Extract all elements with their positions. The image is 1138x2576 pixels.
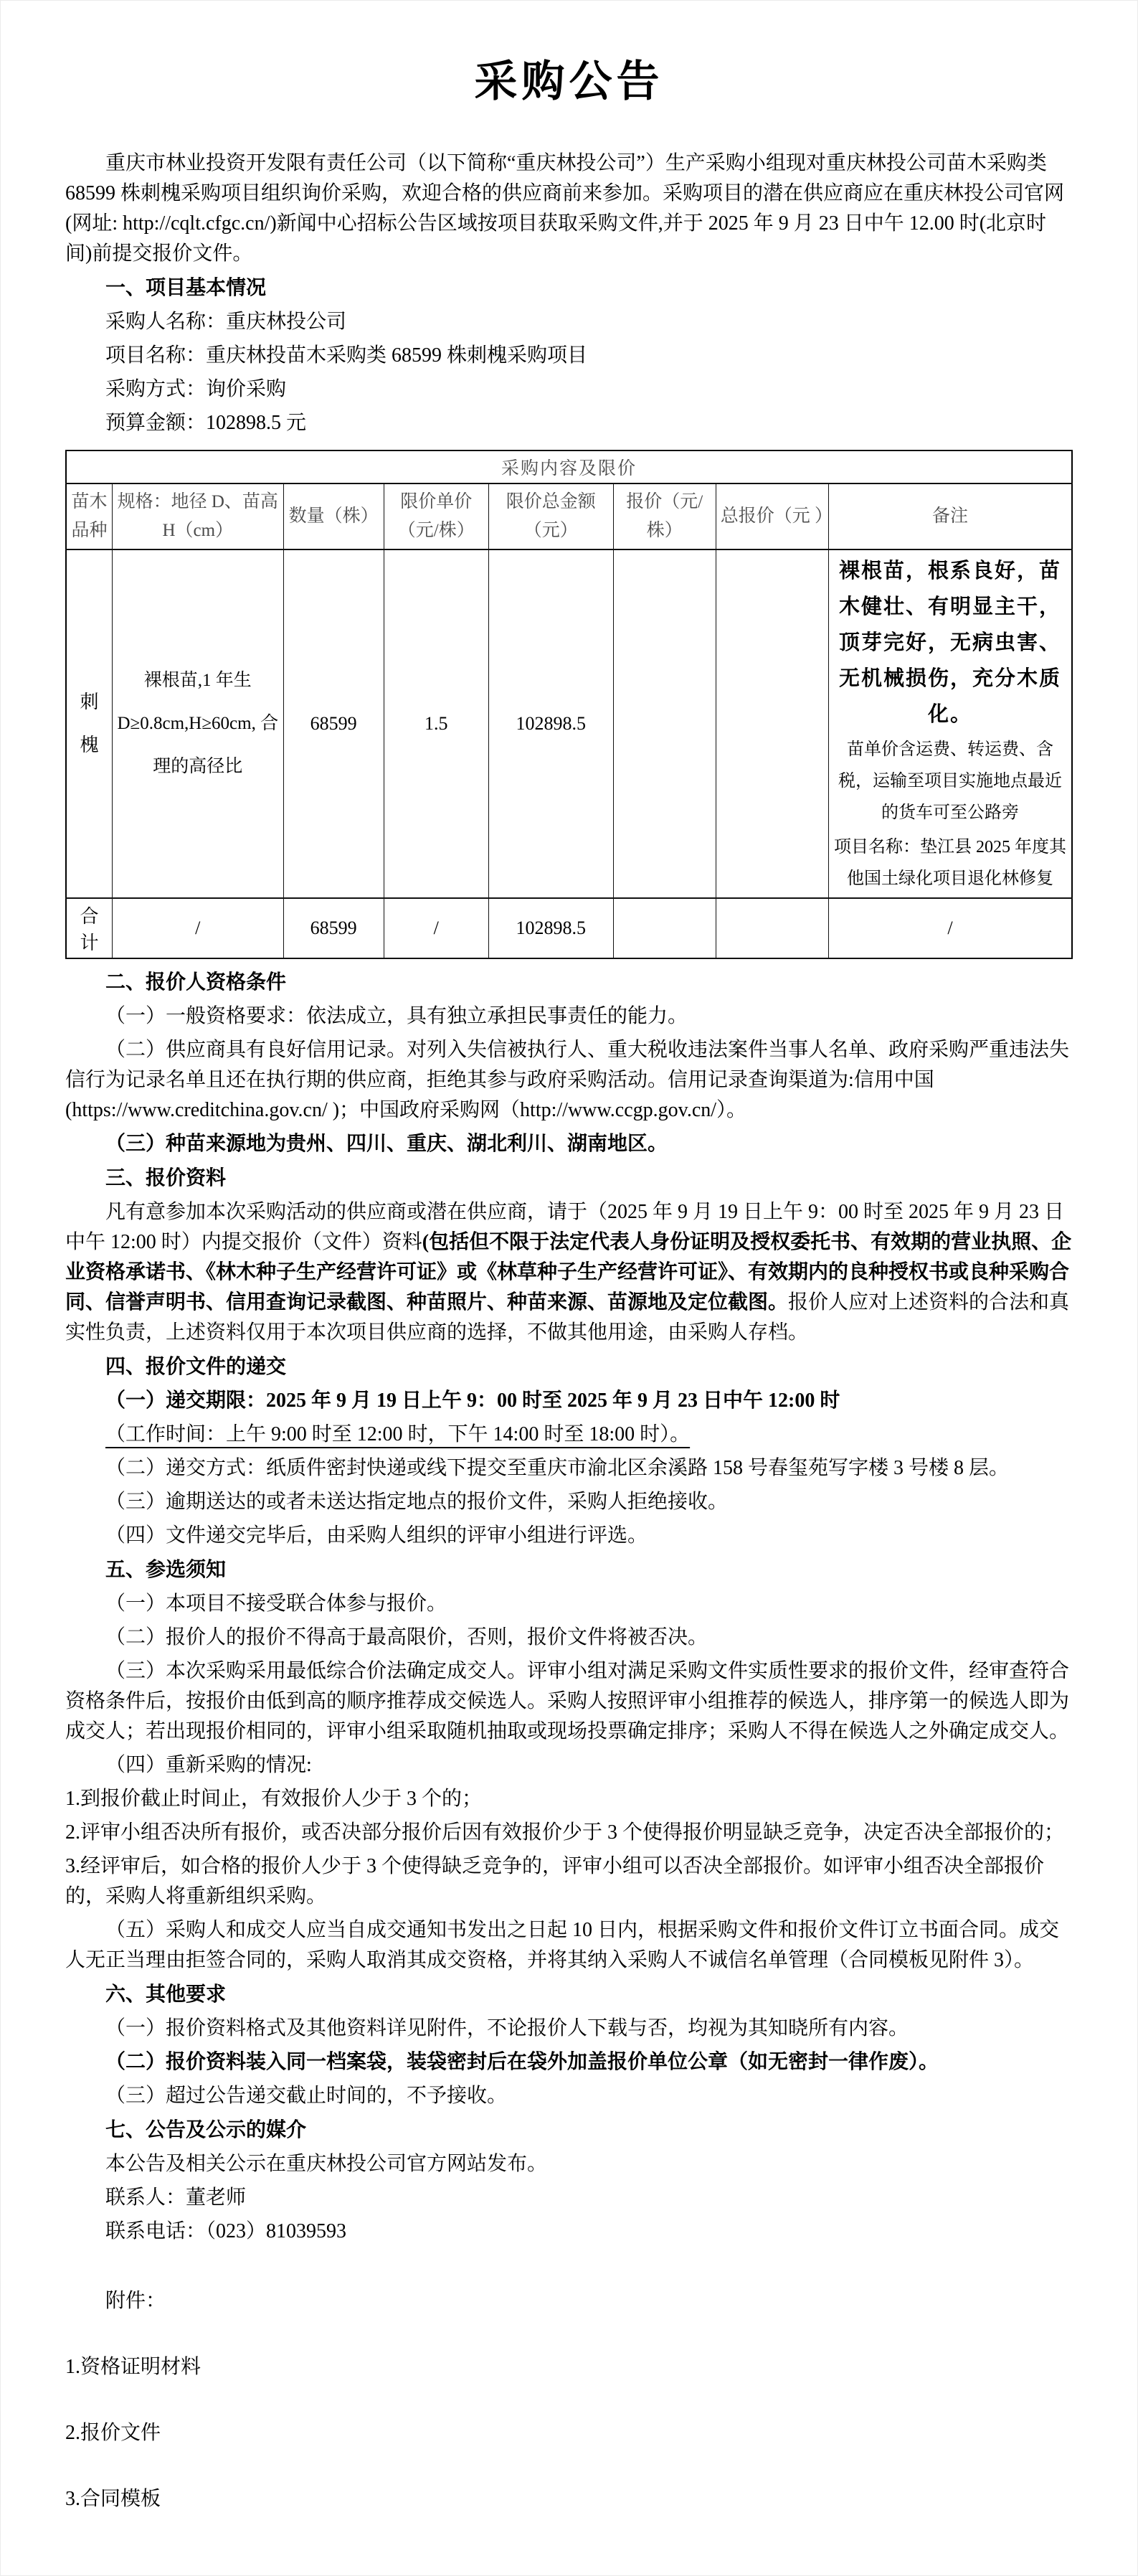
other-item-2: （二）报价资料装入同一档案袋，装袋密封后在袋外加盖报价单位公章（如无密封一律作废）。 (105, 2051, 939, 2073)
notice-sub-item-2: 2.评审小组否决所有报价，或否决部分报价后因有效报价少于 3 个使得报价明显缺乏竞争，决定否决全部报价的； (65, 1821, 1065, 1844)
contact-name: 联系人：董老师 (105, 2186, 247, 2209)
other-item-1: （一）报价资料格式及其他资料详见附件，不论报价人下载与否，均视为其知晓所有内容。 (105, 2017, 909, 2039)
limit-total-cell: 102898.5 (488, 549, 613, 898)
section-basic-info-heading: 一、项目基本情况 (105, 277, 267, 299)
remark-cell (828, 549, 1072, 898)
total-limit-unit-price-cell: / (384, 898, 488, 958)
col-header-quantity: 数量（株） (283, 483, 384, 549)
info-line-budget: 预算金额：102898.5 元 (105, 412, 307, 434)
total-quote-total-cell (716, 898, 828, 958)
remark-main-text: 裸根苗，根系良好，苗木健壮、有明显主干，顶芽完好，无病虫害、无机械损伤，充分木质化。 (838, 560, 1061, 726)
qualification-item-1: （一）一般资格要求：依法成立，具有独立承担民事责任的能力。 (105, 1005, 688, 1027)
notice-sub-item-1: 1.到报价截止时间止，有效报价人少于 3 个的； (65, 1788, 483, 1810)
col-header-limit-unit-price: 限价单价（元/株） (384, 483, 488, 549)
section-media-heading: 七、公告及公示的媒介 (105, 2119, 307, 2141)
notice-item-2: （二）报价人的报价不得高于最高限价，否则，报价文件将被否决。 (105, 1626, 708, 1648)
total-remark-cell: / (828, 898, 1072, 958)
quote-materials-tail: 报价人应对上述资料的合法和真实性负责，上述资料仅用于本次项目供应商的选择，不做其他用途，由采购人存档。 (65, 1291, 1070, 1344)
quote-cell (613, 549, 716, 898)
notice-item-1: （一）本项目不接受联合体参与报价。 (105, 1593, 447, 1615)
attachments-label: 附件： (105, 2290, 166, 2312)
col-header-spec: 规格：地径 D、苗高 H（cm） (113, 483, 284, 549)
info-line-method: 采购方式：询价采购 (105, 378, 287, 400)
table-row-item (66, 549, 1072, 898)
spec-cell: 裸根苗,1 年生 D≥0.8cm,H≥60cm, 合理的高径比 (113, 549, 284, 898)
col-header-remark: 备注 (828, 483, 1072, 549)
table-caption: 采购内容及限价 (66, 450, 1072, 483)
remark-project-text: 项目名称：垫江县 2025 年度其他国土绿化项目退化林修复 (833, 838, 1066, 888)
remark-note-text: 苗单价含运费、转运费、含税，运输至项目实施地点最近的货车可至公路旁 (838, 740, 1062, 822)
col-header-quote: 报价（元/株） (613, 483, 716, 549)
intro-paragraph: 重庆市林业投资开发限有责任公司（以下简称“重庆林投公司”）生产采购小组现对重庆林投公司苗木采购类 68599 株刺槐采购项目组织询价采购，欢迎合格的供应商前来参加。采购项目的潜在供应商应在重庆林投公司官网(网址: http://cqlt.cfgc.cn/)新闻中心招标公告区域按项目获取采购文件,并于 2025 年 9 月 23 日中午 12.00 时(北京时间)前提交报价文件。 (65, 152, 1065, 265)
contact-phone: 联系电话：（023）81039593 (105, 2220, 347, 2242)
submission-item-4: （四）文件递交完毕后，由采购人组织的评审小组进行评选。 (105, 1524, 648, 1547)
total-limit-total-cell: 102898.5 (488, 898, 613, 958)
info-line-project: 项目名称：重庆林投苗木采购类 68599 株刺槐采购项目 (105, 344, 588, 367)
attachment-item-2: 2.报价文件 (65, 2422, 161, 2444)
quote-materials-paragraph (65, 1197, 1073, 1348)
notice-item-4: （四）重新采购的情况: (105, 1754, 312, 1776)
notice-item-5: （五）采购人和成交人应当自成交通知书发出之日起 10 日内，根据采购文件和报价文件订立书面合同。成交人无正当理由拒签合同的，采购人取消其成交资格，并将其纳入采购人不诚信名单管理（合同模板见附件 3）。 (65, 1919, 1060, 1971)
quote-materials-bold-part: (包括但不限于法定代表人身份证明及授权委托书、有效期的营业执照、企业资格承诺书、《林木种子生产经营许可证》或《林草种子生产经营许可证》、有效期内的良种授权书或良种采购合同、信誉声明书、信用查询记录截图、种苗照片、种苗来源、苗源地及定位截图。 (65, 1231, 1072, 1313)
media-text: 本公告及相关公示在重庆林投公司官方网站发布。 (105, 2153, 548, 2175)
qualification-item-2: （二）供应商具有良好信用记录。对列入失信被执行人、重大税收违法案件当事人名单、政府采购严重违法失信行为记录名单且还在执行期的供应商，拒绝其参与政府采购活动。信用记录查询渠道为:信用中国(https://www.creditchina.gov.cn/ )；中国政府采购网（http://www.ccgp.gov.cn/）。 (65, 1039, 1070, 1121)
submission-working-hours-line (65, 1420, 1073, 1450)
col-header-limit-total: 限价总金额（元） (488, 483, 613, 549)
procurement-table (65, 450, 1073, 959)
section-qualification-heading: 二、报价人资格条件 (105, 971, 287, 994)
submission-item-2: （二）递交方式：纸质件密封快递或线下提交至重庆市渝北区余溪路 158 号春玺苑写字楼 3 号楼 8 层。 (105, 1457, 1010, 1479)
other-item-3: （三）超过公告递交截止时间的，不予接收。 (105, 2085, 508, 2107)
attachment-item-1: 1.资格证明材料 (65, 2356, 201, 2378)
table-row-total (66, 898, 1072, 958)
section-quote-materials-heading: 三、报价资料 (105, 1167, 227, 1189)
quote-total-cell (716, 549, 828, 898)
quantity-cell: 68599 (283, 549, 384, 898)
section-other-heading: 六、其他要求 (105, 1983, 227, 2006)
submission-working-hours: （工作时间：上午 9:00 时至 12:00 时，下午 14:00 时至 18:00 时）。 (105, 1423, 691, 1445)
species-cell: 刺槐 (66, 549, 113, 898)
limit-unit-price-cell: 1.5 (384, 549, 488, 898)
page-title: 采购公告 (474, 58, 664, 105)
notice-item-3: （三）本次采购采用最低综合价法确定成交人。评审小组对满足采购文件实质性要求的报价文件，经审查符合资格条件后，按报价由低到高的顺序推荐成交候选人。采购人按照评审小组推荐的候选人，排序第一的候选人即为成交人；若出现报价相同的，评审小组采取随机抽取或现场投票确定排序；采购人不得在候选人之外确定成交人。 (65, 1660, 1070, 1742)
qualification-item-3: （三）种苗来源地为贵州、四川、重庆、湖北利川、湖南地区。 (105, 1133, 668, 1155)
section-notice-heading: 五、参选须知 (105, 1559, 227, 1581)
total-spec-cell: / (113, 898, 284, 958)
info-line-buyer: 采购人名称：重庆林投公司 (105, 311, 347, 333)
col-header-quote-total: 总报价（元 ） (716, 483, 828, 549)
total-quantity-cell: 68599 (283, 898, 384, 958)
attachment-item-3: 3.合同模板 (65, 2488, 161, 2510)
quote-materials-lead: 凡有意参加本次采购活动的供应商或潜在供应商，请于（2025 年 9 月 19 日上午 9：00 时至 2025 年 9 月 23 日中午 12:00 时）内提交报价（文件）资料 (65, 1201, 1065, 1253)
col-header-species: 苗木品种 (66, 483, 113, 549)
section-submission-heading: 四、报价文件的递交 (105, 1356, 287, 1378)
table-caption-row (66, 450, 1072, 483)
submission-deadline: （一）递交期限：2025 年 9 月 19 日上午 9：00 时至 2025 年 9 月 23 日中午 12:00 时 (105, 1390, 840, 1412)
notice-sub-item-3: 3.经评审后，如合格的报价人少于 3 个使得缺乏竞争的，评审小组可以否决全部报价。如评审小组否决全部报价的，采购人将重新组织采购。 (65, 1855, 1045, 1907)
submission-item-3: （三）逾期送达的或者未送达指定地点的报价文件，采购人拒绝接收。 (105, 1491, 729, 1513)
table-header-row (66, 483, 1072, 549)
total-label-cell: 合计 (66, 898, 113, 958)
total-quote-cell (613, 898, 716, 958)
